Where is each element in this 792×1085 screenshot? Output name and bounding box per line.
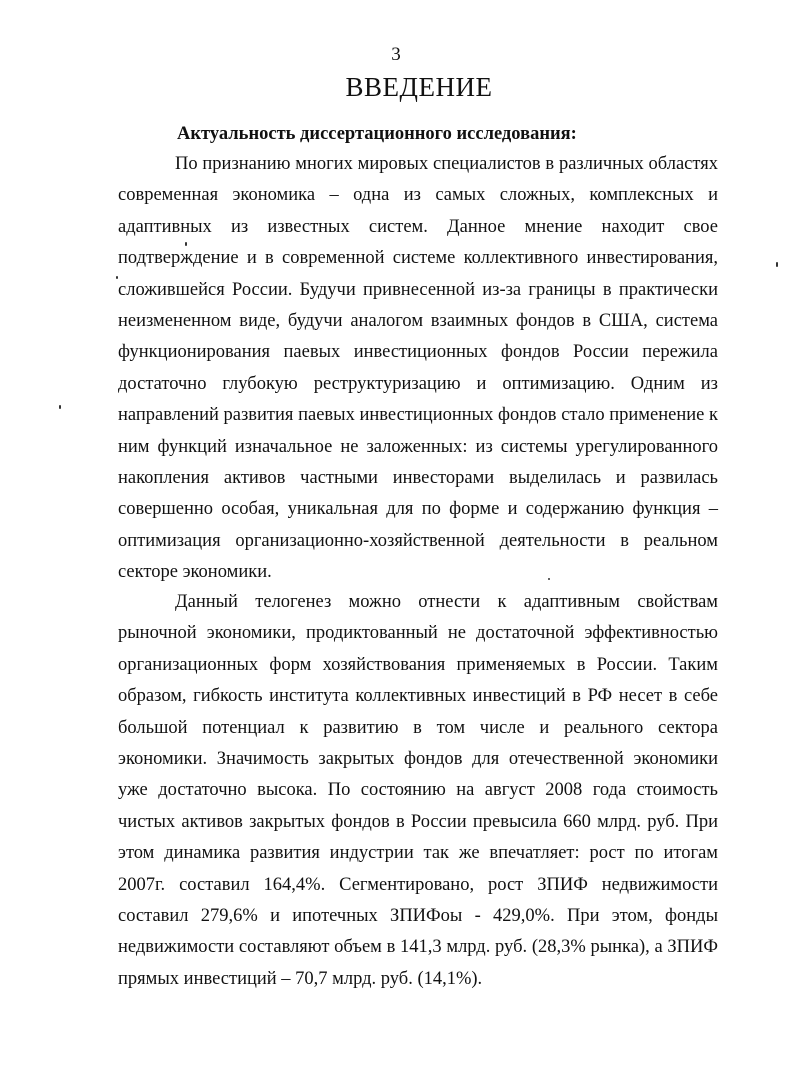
scan-speck: [185, 242, 187, 246]
scan-speck: [116, 276, 118, 279]
scan-speck: [548, 578, 550, 580]
scan-speck: [776, 262, 778, 267]
scan-speck: [59, 405, 61, 409]
paragraph-relevance: По признанию многих мировых специалистов в различных областях современная экономика – одна из самых сложных, комплексных и адаптивных из известных систем. Данное мнение находит свое подтверждение и в современной системе коллективного инвестирования, сложившейся России. Будучи привнесенной из-за границы в практически неизмененном виде, будучи аналогом взаимных фондов в США, система функционирования паевых инвестиционных фондов России пережила достаточно глубокую реструктуризацию и оптимизацию. Одним из направлений развития паевых инвестиционных фондов стало применение к ним функций изначальное не заложенных: из системы урегулированного накопления активов частными инвесторами выделилась и развилась совершенно особая, уникальная для по форме и содержанию функция – оптимизация организационно-хозяйственной деятельности в реальном секторе экономики.: [118, 154, 718, 583]
subsection-heading: Актуальность диссертационного исследования:: [177, 124, 577, 144]
paragraph-telogenesis: Данный телогенез можно отнести к адаптивным свойствам рыночной экономики, продиктованный не достаточной эффективностью организационных форм хозяйствования применяемых в России. Таким образом, гибкость института коллективных инвестиций в РФ несет в себе большой потенциал к развитию в том числе и реального сектора экономики. Значимость закрытых фондов для отечественной экономики уже достаточно высока. По состоянию на август 2008 года стоимость чистых активов закрытых фондов в России превысила 660 млрд. руб. При этом динамика развития индустрии так же впечатляет: рост по итогам 2007г. составил 164,4%. Сегментировано, рост ЗПИФ недвижимости составил 279,6% и ипотечных ЗПИФоы - 429,0%. При этом, фонды недвижимости составляют объем в 141,3 млрд. руб. (28,3% рынка), а ЗПИФ прямых инвестиций – 70,7 млрд. руб. (14,1%).: [118, 592, 718, 989]
page-number: 3: [391, 44, 401, 65]
section-heading: ВВЕДЕНИЕ: [345, 72, 493, 102]
